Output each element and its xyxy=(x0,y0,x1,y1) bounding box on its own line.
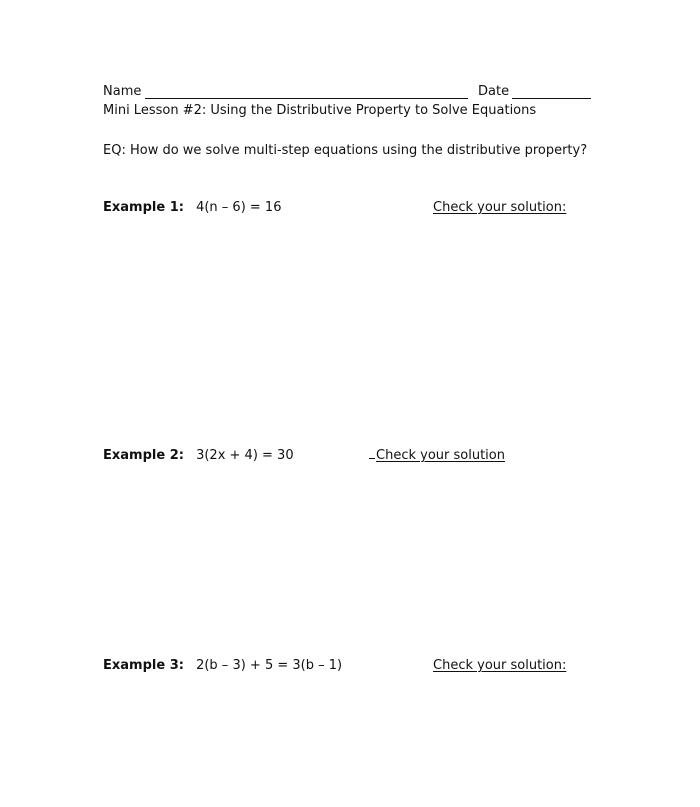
name-blank-line[interactable] xyxy=(145,98,468,99)
example-2-equation: 3(2x + 4) = 30 xyxy=(196,448,294,463)
example-2-label: Example 2: xyxy=(103,448,184,463)
example-2-check-wrapper xyxy=(369,448,505,463)
date-label: Date xyxy=(478,84,510,99)
example-1-check: Check your solution: xyxy=(433,200,567,215)
example-2-check: Check your solution xyxy=(376,448,505,463)
lesson-title: Mini Lesson #2: Using the Distributive Property to Solve Equations xyxy=(103,103,537,118)
essential-question: EQ: How do we solve multi-step equations using the distributive property? xyxy=(103,143,588,158)
example-3-equation: 2(b – 3) + 5 = 3(b – 1) xyxy=(196,658,343,673)
name-label: Name xyxy=(103,84,142,99)
example-3-check: Check your solution: xyxy=(433,658,567,673)
example-2-check-leader xyxy=(369,458,375,459)
example-3-label: Example 3: xyxy=(103,658,184,673)
example-1-prompt xyxy=(103,200,281,215)
example-1-equation: 4(n – 6) = 16 xyxy=(196,200,282,215)
example-3-prompt xyxy=(103,658,342,673)
example-2-prompt xyxy=(103,448,294,463)
date-blank-line[interactable] xyxy=(512,98,591,99)
example-1-label: Example 1: xyxy=(103,200,184,215)
